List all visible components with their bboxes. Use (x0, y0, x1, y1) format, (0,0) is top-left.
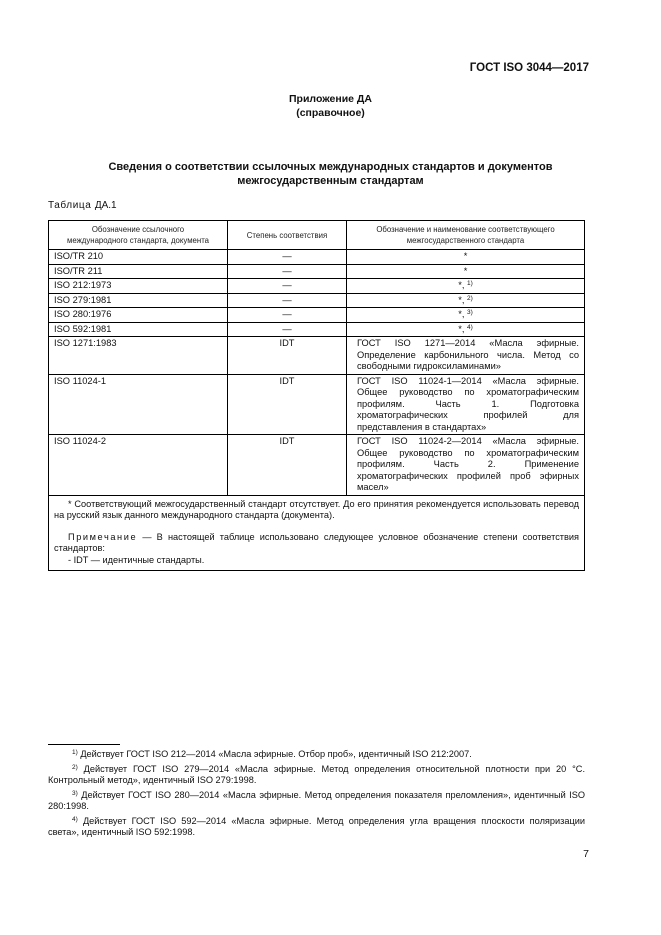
appendix-heading (0, 92, 661, 120)
table-header-row (49, 221, 585, 250)
cell-interstate: ГОСТ ISO 1271—2014 «Масла эфирные. Определение карбонильного числа. Метод со свободными гидроксиламинами» (347, 337, 585, 375)
cell-interstate: ГОСТ ISO 11024-1—2014 «Масла эфирные. Общее руководство по хроматографическим профилям. Часть 1. Подготовка хроматографических профилей для представления в стандартах» (347, 374, 585, 435)
table-row (49, 279, 585, 294)
page-number: 7 (583, 848, 589, 860)
cell-standard: ISO 11024-2 (49, 435, 228, 496)
cell-interstate: *, $^{2)}$ (347, 293, 585, 308)
cell-degree: — (228, 250, 347, 265)
cell-degree: — (228, 322, 347, 337)
correspondence-table (48, 220, 585, 571)
section-title-line-2: межгосударственным стандартам (237, 175, 424, 187)
cell-degree: — (228, 264, 347, 279)
table-row (49, 435, 585, 496)
footnote: $^{2)}$ Действует ГОСТ ISO 279—2014 «Масла эфирные. Метод определения относительной плотности при 20 °С. Контрольный метод», идентичный ISO 279:1998. (48, 763, 585, 785)
cell-standard: ISO 1271:1983 (49, 337, 228, 375)
footnotes (48, 749, 585, 842)
header-degree: Степень соответствия (228, 221, 347, 250)
cell-degree: IDT (228, 337, 347, 375)
cell-standard: ISO 212:1973 (49, 279, 228, 294)
remark-text: — В настоящей таблице использовано следующее условное обозначение степени соответствия стандартов: (54, 531, 579, 553)
table-row (49, 337, 585, 375)
footnote-separator (48, 744, 120, 745)
table-row (49, 374, 585, 435)
table-row (49, 308, 585, 323)
section-title-line-1: Сведения о соответствии ссылочных международных стандартов и документов (108, 161, 553, 173)
cell-standard: ISO/TR 211 (49, 264, 228, 279)
cell-interstate: *, $^{1)}$ (347, 279, 585, 294)
cell-standard: ISO 592:1981 (49, 322, 228, 337)
cell-interstate: *, $^{3)}$ (347, 308, 585, 323)
table-label (48, 200, 117, 211)
header-interstate-standard: Обозначение и наименование соответствующего межгосударственного стандарта (347, 221, 585, 250)
cell-standard: ISO/TR 210 (49, 250, 228, 265)
table-row (49, 322, 585, 337)
table-label-number: ДА.1 (94, 200, 117, 211)
header-referenced-standard: Обозначение ссылочного международного стандарта, документа (49, 221, 228, 250)
remark-label: Примечание (68, 531, 138, 542)
appendix-subtitle: (справочное) (296, 107, 365, 119)
footnote: $^{3)}$ Действует ГОСТ ISO 280—2014 «Масла эфирные. Метод определения показателя преломления», идентичный ISO 280:1998. (48, 789, 585, 811)
table-notes (49, 495, 585, 571)
cell-standard: ISO 279:1981 (49, 293, 228, 308)
appendix-title: Приложение ДА (289, 93, 372, 105)
table-row (49, 264, 585, 279)
cell-interstate: *, $^{4)}$ (347, 322, 585, 337)
cell-standard: ISO 280:1976 (49, 308, 228, 323)
table-row (49, 293, 585, 308)
star-note: * Соответствующий межгосударственный стандарт отсутствует. До его принятия рекомендуется использовать перевод на русский язык данного международного стандарта (документа). (54, 498, 579, 520)
cell-degree: — (228, 308, 347, 323)
cell-degree: IDT (228, 435, 347, 496)
cell-standard: ISO 11024-1 (49, 374, 228, 435)
remark-item: - IDT — идентичные стандарты. (68, 554, 205, 565)
cell-interstate: * (347, 250, 585, 265)
document-code: ГОСТ ISO 3044—2017 (469, 62, 589, 74)
cell-degree: — (228, 279, 347, 294)
cell-interstate: ГОСТ ISO 11024-2—2014 «Масла эфирные. Общее руководство по хроматографическим профилям. Часть 2. Применение хроматографических профилей проб эфирных масел» (347, 435, 585, 496)
table-remark (54, 532, 579, 555)
table-row (49, 250, 585, 265)
cell-degree: — (228, 293, 347, 308)
table-label-word: Таблица (48, 200, 92, 211)
table-notes-row (49, 495, 585, 571)
footnote: $^{1)}$ Действует ГОСТ ISO 212—2014 «Масла эфирные. Отбор проб», идентичный ISO 212:2007. (72, 749, 472, 759)
section-title (60, 160, 601, 188)
footnote: $^{4)}$ Действует ГОСТ ISO 592—2014 «Масла эфирные. Метод определения угла вращения плоскости поляризации света», идентичный ISO 592:1998. (48, 815, 585, 837)
cell-interstate: * (347, 264, 585, 279)
cell-degree: IDT (228, 374, 347, 435)
